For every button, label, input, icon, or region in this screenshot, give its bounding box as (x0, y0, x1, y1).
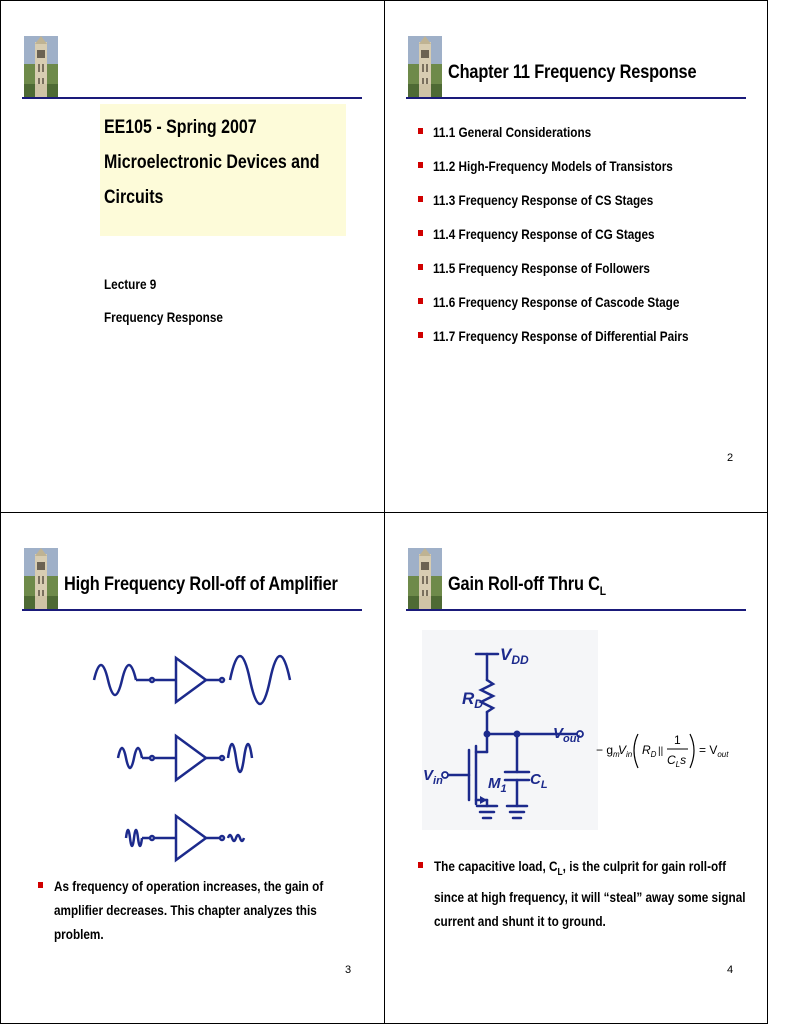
title-rule (406, 609, 746, 611)
m1-label: $M_1$ (488, 775, 507, 795)
input-wave-mid (118, 748, 142, 768)
slide-2: Chapter 11 Frequency Response 11.1 General Considerations 11.2 High-Frequency Models of Transistors 11.3 Frequency Response of CS Stages 11.4 Frequency Response of CG Stages 11.5 Frequency Response of Followers 11.6 Frequency Response of Cascode Stage 11.7 Frequency Response of Differential Pairs 2 (384, 0, 768, 512)
rd-label: $R_D$ (462, 689, 483, 711)
bullet-icon (418, 332, 423, 338)
course-title (104, 110, 320, 215)
lecture-topic: Frequency Response (104, 309, 223, 325)
node-dot (484, 731, 491, 738)
equation-parallel: || (658, 746, 664, 757)
bullet-icon (38, 882, 43, 888)
output-terminal (220, 836, 224, 840)
equation-gm: − $g_m$ (596, 743, 620, 759)
bullet-icon (418, 264, 423, 270)
input-terminal (150, 678, 154, 682)
input-terminal (150, 756, 154, 760)
amplifier-symbol (176, 816, 206, 860)
bullet-icon (418, 862, 423, 868)
input-wave-low (94, 665, 136, 695)
vin-label: $V_{in}$ (423, 767, 443, 787)
course-line: EE105 - Spring 2007 (104, 117, 257, 138)
slide-title: Chapter 11 Frequency Response (448, 62, 697, 83)
cs-stage-circuit-diagram (422, 630, 598, 830)
slide-title: High Frequency Roll-off of Amplifier (64, 574, 338, 595)
equation-vin: $V_{in}$ (618, 743, 633, 759)
bullet-icon (418, 230, 423, 236)
course-line: Microelectronic Devices and (104, 152, 320, 173)
amplifier-frequency-diagram (88, 638, 308, 868)
input-terminal (442, 772, 448, 778)
bullet-paragraph: The capacitive load, $C_L$, is the culprit for gain roll-off since at high frequency, it will “steal” away some signal current and shunt it to ground. (434, 854, 805, 933)
slide-4 (384, 512, 768, 1024)
vout-label: $V_{out}$ (553, 725, 581, 745)
amplifier-symbol (176, 736, 206, 780)
slide-title: Gain Roll-off Thru $C_L$ (448, 574, 606, 598)
title-rule (22, 609, 362, 611)
page-number: 3 (345, 964, 352, 976)
page-number: 4 (727, 964, 734, 976)
vdd-label: $V_{DD}$ (500, 645, 529, 667)
bullet-icon (418, 298, 423, 304)
equation-rd: $R_D$ (642, 743, 657, 759)
node-dot (514, 731, 521, 738)
amplifier-symbol (176, 658, 206, 702)
page-number: 2 (727, 452, 734, 464)
output-wave-mid (228, 744, 252, 772)
output-wave-high (228, 835, 244, 841)
lecture-number: Lecture 9 (104, 276, 157, 292)
bullet-paragraph: As frequency of operation increases, the gain of amplifier decreases. This chapter analyzes this problem. (54, 874, 375, 946)
bullet-icon (418, 196, 423, 202)
input-wave-high (126, 830, 142, 846)
slide-1 (0, 0, 384, 512)
gain-equation (596, 722, 729, 778)
right-paren (690, 734, 694, 768)
campanile-logo-icon (24, 36, 58, 98)
bullet-icon (418, 128, 423, 134)
cl-label: $C_L$ (530, 771, 548, 791)
campanile-logo-icon (408, 36, 442, 98)
output-terminal (220, 756, 224, 760)
equation-numerator: 1 (674, 733, 681, 747)
campanile-logo-icon (408, 548, 442, 610)
slide-3 (0, 512, 384, 1024)
title-rule (406, 97, 746, 99)
lecture-info (104, 268, 223, 334)
campanile-logo-icon (24, 548, 58, 610)
left-paren (634, 734, 638, 768)
output-terminal (220, 678, 224, 682)
equation-denominator: $C_Ls$ (667, 753, 687, 769)
bullet-icon (418, 162, 423, 168)
course-line: Circuits (104, 187, 164, 208)
title-rule (22, 97, 362, 99)
output-wave-low (230, 656, 290, 704)
input-terminal (150, 836, 154, 840)
equation-vout: = $V_{out}$ (699, 743, 729, 759)
